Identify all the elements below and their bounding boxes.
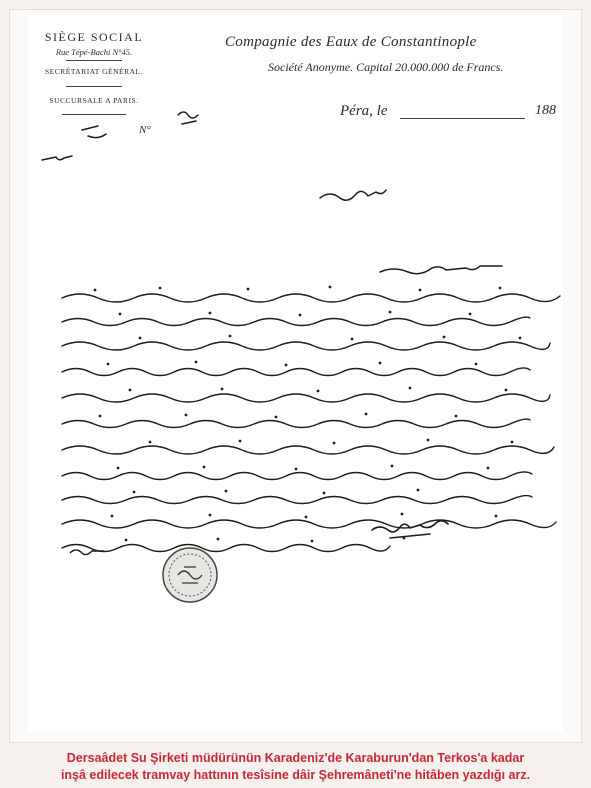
- caption-line-2: inşâ edilecek tramvay hattının tesîsine dâir Şehremâneti'ne hitâben yazdığı arz.: [60, 768, 531, 782]
- text-lines: [62, 294, 560, 552]
- diacritic-dots: [94, 286, 522, 543]
- handwriting-strokes: [42, 112, 502, 274]
- caption-line-1: Dersaâdet Su Şirketi müdürünün Karadeniz'de Karaburun'dan Terkos'a kadar: [66, 751, 525, 765]
- margin-mark: [42, 156, 72, 160]
- letterhead-numero: N°: [139, 124, 151, 136]
- handwritten-number: [178, 112, 198, 124]
- address-heading: [320, 190, 386, 200]
- closing-mark: [70, 550, 104, 555]
- letterhead-capital-line: Société Anonyme. Capital 20.000.000 de Francs.: [268, 60, 504, 74]
- letterhead-siege-social: SIÈGE SOCIAL: [44, 30, 144, 44]
- official-seal: [160, 545, 220, 605]
- letterhead-succursale: SUCCURSALE A PARIS.: [49, 96, 139, 105]
- letterhead-company-name: Compagnie des Eaux de Constantinople: [225, 34, 477, 50]
- letterhead-address: Rue Tépé-Bachi N°45.: [55, 47, 133, 57]
- letterhead-year: 188: [535, 103, 556, 118]
- opening-line: [380, 266, 502, 274]
- letterhead-secretariat: SECRÉTARIAT GÉNÉRAL.: [44, 67, 143, 76]
- margin-mark: [82, 126, 106, 138]
- letterhead-place-date: Péra, le: [340, 103, 388, 119]
